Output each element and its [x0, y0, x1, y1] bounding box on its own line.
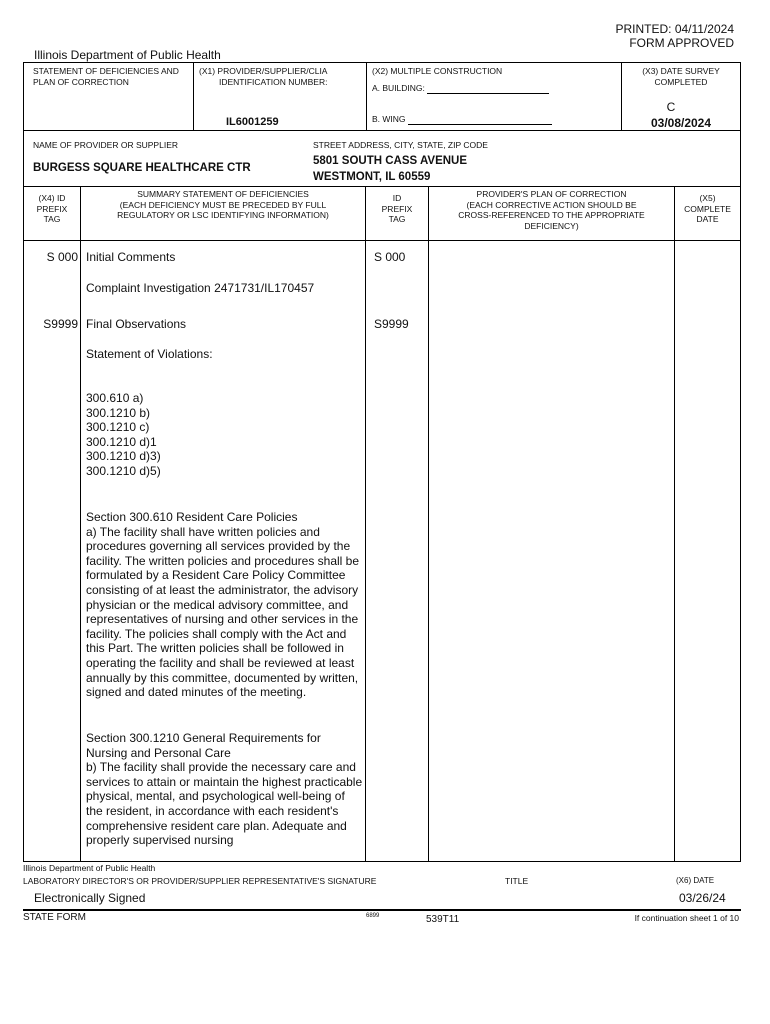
section-300-610: Section 300.610 Resident Care Policies a) The facility shall have written policies and procedures governing all services provided by the facility. The written policies and procedures shall be formulated by a Resident Care Policy Committee consisting of at least the administrator, the advisory physician or the medical advisory committee, and representatives of nursing and other services in the facility. The policies shall comply with the Act and this Part. The written policies shall be followed in operating the facility and shall be reviewed at least annually by this committee, documented by written, signed and dated minutes of the meeting.: [86, 510, 360, 700]
form-approved: FORM APPROVED: [629, 36, 734, 50]
building-field: [427, 93, 549, 94]
building-label: A. BUILDING:: [372, 83, 549, 94]
title-label: TITLE: [505, 876, 529, 886]
col-plan-header: PROVIDER'S PLAN OF CORRECTION (EACH CORRECTIVE ACTION SHOULD BE CROSS-REFERENCED TO THE APPROPRIATE DEFICIENCY): [458, 189, 645, 231]
signature-label: LABORATORY DIRECTOR'S OR PROVIDER/SUPPLIER REPRESENTATIVE'S SIGNATURE: [23, 876, 377, 886]
signature-date: 03/26/24: [679, 891, 726, 905]
col-id-header: ID PREFIX TAG: [381, 193, 413, 224]
x1-label-2: IDENTIFICATION NUMBER:: [219, 77, 328, 87]
footer-agency: Illinois Department of Public Health: [23, 863, 156, 873]
col-summary-header: SUMMARY STATEMENT OF DEFICIENCIES (EACH DEFICIENCY MUST BE PRECEDED BY FULL REGULATORY OR LSC IDENTIFYING INFORMATION): [117, 189, 329, 220]
x2-label: (X2) MULTIPLE CONSTRUCTION: [372, 66, 503, 76]
initial-comments: Initial Comments: [86, 250, 176, 264]
tag-s9999-right: S9999: [374, 317, 409, 331]
provider-id: IL6001259: [226, 116, 279, 128]
state-form: STATE FORM: [23, 912, 86, 923]
final-observations: Final Observations: [86, 317, 187, 331]
address-line-1: 5801 SOUTH CASS AVENUE: [313, 155, 468, 167]
x3-label: (X3) DATE SURVEY: [642, 66, 720, 76]
x3-label-2: COMPLETED: [654, 77, 708, 87]
tag-s000: S 000: [46, 250, 78, 264]
address-label: STREET ADDRESS, CITY, STATE, ZIP CODE: [313, 140, 488, 150]
provider-name-label: NAME OF PROVIDER OR SUPPLIER: [33, 140, 178, 150]
printed-date: PRINTED: 04/11/2024: [615, 22, 734, 36]
agency-name: Illinois Department of Public Health: [34, 48, 221, 62]
wing-label: B. WING: [372, 114, 552, 125]
survey-date: 03/08/2024: [650, 116, 712, 130]
statement-of-violations: Statement of Violations:: [86, 347, 213, 361]
electronic-signature: Electronically Signed: [34, 891, 146, 905]
address-line-2: WESTMONT, IL 60559: [313, 171, 431, 183]
x6-date-label: (X6) DATE: [676, 876, 715, 885]
statement-label: STATEMENT OF DEFICIENCIES AND PLAN OF CORRECTION: [33, 66, 179, 87]
col-x5-header: (X5) COMPLETE DATE: [684, 193, 731, 224]
x1-label: (X1) PROVIDER/SUPPLIER/CLIA: [199, 66, 328, 76]
continuation-sheet: If continuation sheet 1 of 10: [634, 913, 739, 923]
wing-field: [408, 124, 552, 125]
tag-s000-right: S 000: [374, 250, 406, 264]
event-code: 539T11: [426, 914, 460, 925]
provider-name: BURGESS SQUARE HEALTHCARE CTR: [33, 162, 251, 174]
violation-list: 300.610 a) 300.1210 b) 300.1210 c) 300.1210 d)1 300.1210 d)3) 300.1210 d)5): [86, 391, 161, 478]
section-300-1210: Section 300.1210 General Requirements for Nursing and Personal Care b) The facility shall provide the necessary care and services to attain or maintain the highest practicable physical, mental, and psychological well-being of the resident, in accordance with each resident's comprehensive resident care plan. Adequate and properly supervised nursing: [86, 731, 363, 848]
complaint-investigation: Complaint Investigation 2471731/IL170457: [86, 281, 315, 295]
form-number: 6899: [366, 913, 380, 919]
col-x4-header: (X4) ID PREFIX TAG: [36, 193, 68, 224]
tag-s9999: S9999: [43, 317, 78, 331]
survey-code: C: [666, 100, 676, 114]
